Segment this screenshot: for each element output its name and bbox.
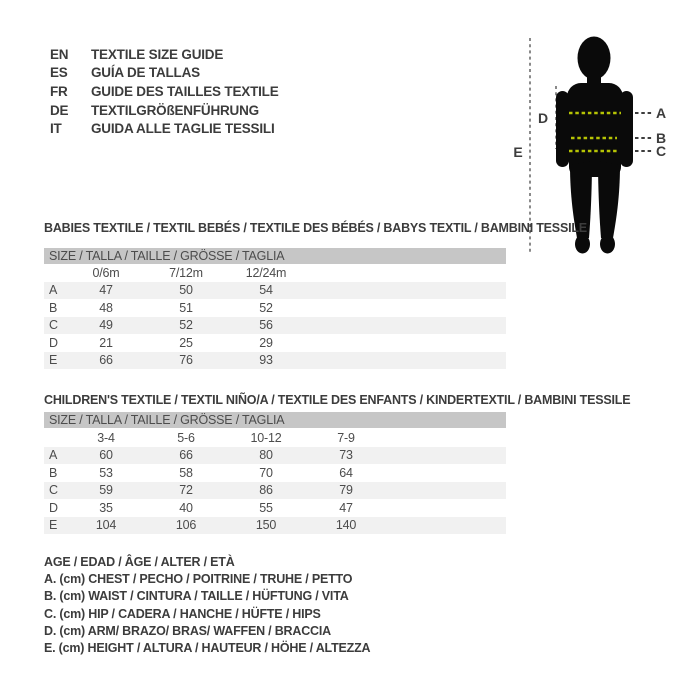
row-label: A bbox=[49, 448, 58, 463]
cell: 47 bbox=[99, 283, 113, 298]
table-row bbox=[44, 499, 506, 517]
lang-row-fr bbox=[50, 82, 279, 101]
cell: 106 bbox=[175, 518, 197, 533]
lang-title: TEXTILE SIZE GUIDE bbox=[91, 46, 224, 62]
legend-waist: B. (cm) WAIST / CINTURA / TAILLE / HÜFTUNG / VITA bbox=[44, 589, 349, 604]
row-label: B bbox=[49, 300, 58, 315]
table-row bbox=[44, 482, 506, 500]
cell: 72 bbox=[179, 483, 193, 498]
cell: 59 bbox=[99, 483, 113, 498]
babies-size-header-bar: SIZE / TALLA / TAILLE / GRÖSSE / TAGLIA bbox=[44, 248, 506, 264]
cell: 47 bbox=[339, 500, 353, 515]
cell: 66 bbox=[99, 353, 113, 368]
row-label: D bbox=[49, 335, 58, 350]
lang-title: GUIDE DES TAILLES TEXTILE bbox=[91, 83, 279, 99]
cell: 25 bbox=[179, 335, 193, 350]
legend-hip: C. (cm) HIP / CADERA / HANCHE / HÜFTE / HIPS bbox=[44, 606, 321, 621]
legend-age: AGE / EDAD / ÂGE / ALTER / ETÀ bbox=[44, 555, 235, 569]
babies-col-header: 7/12m bbox=[169, 265, 203, 280]
lang-code: FR bbox=[50, 83, 68, 99]
row-label: E bbox=[49, 353, 58, 368]
row-label: B bbox=[49, 465, 58, 480]
lang-title: GUÍA DE TALLAS bbox=[91, 65, 200, 81]
cell: 80 bbox=[259, 448, 273, 463]
table-row bbox=[44, 464, 506, 482]
lang-title: TEXTILGRÖßENFÜHRUNG bbox=[91, 102, 259, 118]
cell: 93 bbox=[259, 353, 273, 368]
cell: 150 bbox=[255, 518, 277, 533]
table-row bbox=[44, 447, 506, 465]
children-section-title: CHILDREN'S TEXTILE / TEXTIL NIÑO/A / TEXTILE DES ENFANTS / KINDERTEXTIL / BAMBINI TESSILE bbox=[44, 393, 631, 407]
cell: 56 bbox=[259, 318, 273, 333]
cell: 86 bbox=[259, 483, 273, 498]
babies-col-header: 0/6m bbox=[92, 265, 120, 280]
cell: 55 bbox=[259, 500, 273, 515]
cell: 21 bbox=[99, 335, 113, 350]
table-row bbox=[44, 299, 506, 317]
cell: 53 bbox=[99, 465, 113, 480]
language-list bbox=[50, 45, 279, 138]
children-col-header: 7-9 bbox=[337, 430, 355, 445]
label-hip: C bbox=[656, 143, 666, 159]
table-row bbox=[44, 317, 506, 335]
row-label: A bbox=[49, 283, 58, 298]
babies-size-table bbox=[44, 264, 506, 369]
table-row bbox=[44, 517, 506, 535]
row-label: C bbox=[49, 318, 58, 333]
cell: 48 bbox=[99, 300, 113, 315]
lang-row-it bbox=[50, 119, 279, 138]
table-row bbox=[44, 352, 506, 370]
cell: 49 bbox=[99, 318, 113, 333]
legend-chest: A. (cm) CHEST / PECHO / POITRINE / TRUHE / PETTO bbox=[44, 572, 353, 587]
label-chest: A bbox=[656, 105, 666, 121]
cell: 50 bbox=[179, 283, 193, 298]
lang-code: EN bbox=[50, 46, 69, 62]
cell: 52 bbox=[259, 300, 273, 315]
cell: 54 bbox=[259, 283, 273, 298]
babies-col-header: 12/24m bbox=[245, 265, 287, 280]
cell: 104 bbox=[95, 518, 117, 533]
cell: 70 bbox=[259, 465, 273, 480]
cell: 60 bbox=[99, 448, 113, 463]
lang-row-es bbox=[50, 64, 279, 83]
row-label: D bbox=[49, 500, 58, 515]
cell: 52 bbox=[179, 318, 193, 333]
lang-code: IT bbox=[50, 121, 62, 137]
lang-title: GUIDA ALLE TAGLIE TESSILI bbox=[91, 121, 275, 137]
row-label: C bbox=[49, 483, 58, 498]
cell: 76 bbox=[179, 353, 193, 368]
cell: 51 bbox=[179, 300, 193, 315]
cell: 35 bbox=[99, 500, 113, 515]
children-col-header: 10-12 bbox=[250, 430, 282, 445]
cell: 40 bbox=[179, 500, 193, 515]
cell: 140 bbox=[335, 518, 357, 533]
legend-arm: D. (cm) ARM/ BRAZO/ BRAS/ WAFFEN / BRACCIA bbox=[44, 623, 331, 638]
label-height: E bbox=[513, 144, 523, 160]
cell: 58 bbox=[179, 465, 193, 480]
lang-row-en bbox=[50, 45, 279, 64]
cell: 29 bbox=[259, 335, 273, 350]
label-arm: D bbox=[538, 110, 548, 126]
cell: 64 bbox=[339, 465, 353, 480]
lang-code: DE bbox=[50, 102, 69, 118]
cell: 79 bbox=[339, 483, 353, 498]
babies-section-title: BABIES TEXTILE / TEXTIL BEBÉS / TEXTILE DES BÉBÉS / BABYS TEXTIL / BAMBINI TESSILE bbox=[44, 221, 587, 235]
legend-height: E. (cm) HEIGHT / ALTURA / HAUTEUR / HÖHE / ALTEZZA bbox=[44, 640, 371, 655]
cell: 73 bbox=[339, 448, 353, 463]
lang-code: ES bbox=[50, 65, 68, 81]
cell: 66 bbox=[179, 448, 193, 463]
table-row bbox=[44, 282, 506, 300]
children-size-header-bar: SIZE / TALLA / TAILLE / GRÖSSE / TAGLIA bbox=[44, 412, 506, 428]
measurement-legend bbox=[44, 554, 370, 657]
children-col-header: 5-6 bbox=[177, 430, 195, 445]
children-column-header-row bbox=[44, 429, 506, 447]
table-row bbox=[44, 334, 506, 352]
row-label: E bbox=[49, 518, 58, 533]
children-size-table bbox=[44, 429, 506, 534]
children-col-header: 3-4 bbox=[97, 430, 115, 445]
lang-row-de bbox=[50, 101, 279, 120]
label-waist: B bbox=[656, 130, 666, 146]
babies-column-header-row bbox=[44, 264, 506, 282]
